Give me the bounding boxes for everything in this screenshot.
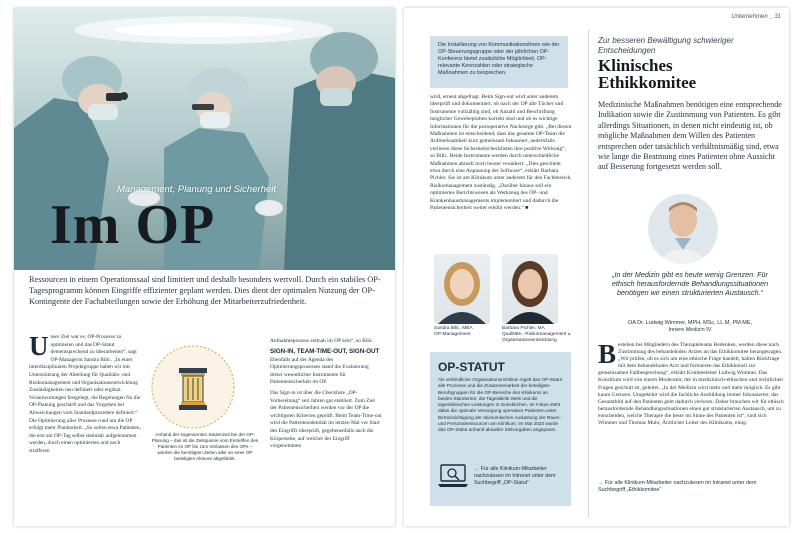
left-page	[14, 8, 395, 526]
ethik-title-line-1: Klinisches	[598, 56, 673, 75]
column-divider	[588, 30, 589, 518]
article-kicker: Management, Planung und Sicherheit	[117, 184, 276, 195]
body-text-1: nser Ziel war es, OP-Prozesse zu optimieren und das OP-Statut dementsprechend zu überarbeiten“, sagt OP-Managerin Sandra Bilic. „In einer interdisziplinären Projektgruppe haben wir mit Unterstützung der Abteilung für Qualitäts- und Risikomanagement und Organisationsentwicklung Zuständigkeiten neu definiert oder ergänzt. Verantwortungen festgelegt, die Regelungen für die OP-Planung geschärft und das Vorgehen bei Abweichungen vom Standardprozedere definiert.“ Die Optimierung aller Prozesse rund um die OP erfolgt mehr Planbarkeit. „So sollen etwa Patienten, die erst am OP-Tag selbst stationär aufgenommen werden, durch einen optimierten und noch strafferen	[29, 334, 141, 454]
subheading-sign-in: SIGN-IN, TEAM-TIME-OUT, SIGN-OUT	[270, 347, 380, 355]
body-text-3a: Aufnahmeprozess zeitnah im OP sein“, so Bilic.	[270, 338, 374, 344]
body-text-3c: Das Sign-in ist über die Checkliste „OP-Vorbereitung“ seit Jahren gut etabliert. Zum Ziel der Patientensicherheit werden vor der OP die wichtigsten Kriterien geprüft. Beim Team-Time-out wird die Patientenidentität im letzten Mal vor Start des Eingriffs überprüft, gegebenenfalls auch die Körperseite, auf welcher der Eingriff vorgenommen	[270, 389, 382, 450]
caption-person-1	[434, 326, 494, 338]
article-title: Im OP	[50, 194, 216, 256]
portrait-sandra-bilic	[434, 254, 490, 324]
ethik-body-text: estehen bei Mitgliedern des Therapieteams Bedenken, werden diese nach Zustimmung des behandelnden Arztes an das Ethikkomitee herangetragen. „Wir prüfen, ob es sich um eine ethische Frage handelt, halten Rückfrage mit dem behandelnden Arzt und formieren das Ethikkonsil zur gemeinsamen Fallbesprechung“, erklärt Komiteeleiter Ludwig Wimmer. Das Konsilium wird von einem Moderator, der in medizinisch-ethischen und rechtlichen Fragen geschult ist, geleitet. „In der Medizin wird mehr und mehr möglich. Es gibt kaum Grenzen. Umgekehrt wird die fachliche Ausbildung immer fokussierter, das Gesamtbild auf den Patienten geht dadurch verloren. Daher brauchen wir für ethisch herausfordernde Behandlungssituationen einen gut strukturierten Austausch, um zu entscheiden, welche Therapie die beste im Sinne des Patienten ist“, sind sich Wimmer und Thomas Muhr, Ärztlicher Leiter des Klinikums, einig.	[598, 342, 784, 427]
quote-attribution	[600, 320, 780, 334]
ethik-quote: „In der Medizin gibt es heute wenig Grenzen. Für ethisch herausfordernde Behandlungssituationen benötigen wir einen strukturierten Austausch.“	[611, 270, 769, 297]
article-lead: Ressourcen in einem Operationssaal sind limitiert und deshalb besonders wertvoll. Durch ein stabiles OP-Tagesprogramm können Eingriffe effizienter geplant werden. Dies dient der optimalen Nutzung der OP-Kontingente der Fachabteilungen sowie der Erhöhung der Mitarbeiterzufriedenheit.	[29, 275, 381, 307]
op-statut-link-text: Für alle Klinikum-Mitarbeiter nachzulesen im Intranet unter dem Suchbegriff „OP-Statut“	[474, 466, 556, 486]
ethik-drop-cap: B	[598, 342, 617, 369]
portrait-ludwig-wimmer	[648, 194, 718, 264]
ethik-link[interactable]: → Für alle Klinikum-Mitarbeiter nachzulesen im Intranet unter dem Suchbegriff „Ethikkomitee“	[598, 480, 757, 493]
person-1-role: OP-Management	[434, 332, 471, 337]
drop-cap: U	[29, 334, 49, 361]
person-2-name: Barbara Pichler, MA	[502, 326, 545, 331]
op-statut-box	[430, 352, 571, 506]
ethik-kicker: Zur besseren Bewältigung schwieriger Entscheidungen	[598, 36, 734, 55]
info-box: Die Installierung von Kommunikationsforen wie der OP-Steuerungsgruppe oder der jährlichen OP-Konferenz bietet zusätzliche Möglichkeit, OP-relevante Kennzahlen oder strategische Maßnahmen zu besprechen.	[430, 36, 568, 88]
ethik-lead: Medizinische Maßnahmen benötigen eine entsprechende Indikation sowie die Zustimmung von Patienten. Es gibt allerdings Situationen, in denen nicht eindeutig ist, ob mögliche Maßnahmen dem Willen des Patienten entsprechen oder tatsächlich verhältnismäßig sind, etwa wie lange die Beatmung eines Patienten ohne Aussicht auf Besserung fortgesetzt werden soll.	[598, 100, 782, 172]
person-2-role: Qualitäts-, Risikomanagement u. Organisationsentwicklung	[502, 332, 572, 343]
ethik-title	[598, 57, 696, 91]
ethik-link-text: Für alle Klinikum-Mitarbeiter nachzulesen im Intranet unter dem Suchbegriff „Ethikkomitee“	[598, 480, 757, 493]
op-statut-link[interactable]: → Für alle Klinikum-Mitarbeiter nachzulesen im Intranet unter dem Suchbegriff „OP-Statut“	[474, 466, 556, 486]
hero-photo	[14, 8, 395, 270]
caption-person-2	[502, 326, 582, 344]
right-page	[404, 8, 789, 526]
quote-role: Innere Medizin IV	[668, 327, 712, 333]
body-column-right: wird, erneut abgefragt. Beim Sign-out wird unter anderem überprüft und dokumentiert, ob nach der OP alle Tücher und Instrumente vollzählig sind, ob Anzahl und Beschriftung möglicher Gewebeproben korrekt sind und ob es wichtige Informationen für die postoperative Nachsorge gibt. „Bei diesen Maßnahmen ist entscheidend, dass das gesamte OP-Team die Aufmerksamkeit kurz gemeinsam fokussiert, andernfalls verlieren diese Sicherheitschecklisten ihre positive Wirkung“, so Bilic. Beide Instrumente werden durch unterschiedliche Maßnahmen aktuell noch besser verankert: „Dies geschieht etwa durch eine Anpassung der Software“, erklärt Barbara Pichler. Sie ist am Klinikum unter anderem für den Fachbereich Risikomanagement zuständig. „Darüber hinaus soll ein optimiertes Berichtswesen als Werkzeug des OP- und Krankenhausmanagements implementiert und dadurch die Patientensicherheit weiter erhöht werden.“ ■	[430, 94, 572, 212]
op-statut-title: OP-STATUT	[438, 360, 505, 374]
body-column-3	[270, 338, 382, 524]
pillar-caption: Anhand der sogenannten Säulenzeit bei der OP-Planung – das ist die Zeitspanne vom Eintreffen des Patienten im OP bis zum Verlassen des OPs – werden die benötigten Zeiten aller an einer OP beteiligten Akteure abgebildet.	[151, 432, 259, 462]
body-text-3b: Ebenfalls auf der Agenda des Optimierungsprozesses stand die Evaluierung dreier wesentlicher Instrumente für Patientensicherheit im OP.	[270, 356, 369, 386]
page-header: Unternehmen _ 31	[731, 14, 781, 20]
ethik-title-line-2: Ethikkomitee	[598, 73, 697, 92]
portrait-barbara-pichler	[502, 254, 558, 324]
ethik-body	[598, 342, 784, 476]
body-column-1	[29, 334, 141, 524]
column-pillar-icon	[150, 344, 236, 430]
person-1-name: Sandra Bilic, MBA	[434, 326, 473, 331]
op-statut-text: Als verbindliche Organisationsrichtlinie regelt das OP-Statut alle Prozesse und die Zusammenarbeit der beteiligten Berufsgruppen für die OP-Bereiche des Klinikums an beiden Standorten, die Tagesklinik Wels und die tagesklinischen Leistungen in Grieskirchen. Im Fokus steht dabei die optimale Versorgung operativer Patienten unter Berücksichtigung der ökonomischen Auslastung der Raum- und Personalressourcen am Klinikum. Im Mai 2023 wurde das OP-Statut anhand aktueller Zielvorgaben angepasst.	[438, 377, 563, 433]
laptop-search-icon	[438, 462, 470, 490]
quote-name: OA Dr. Ludwig Wimmer, MPH, MSc, LL.M, PM.ME,	[627, 320, 753, 326]
